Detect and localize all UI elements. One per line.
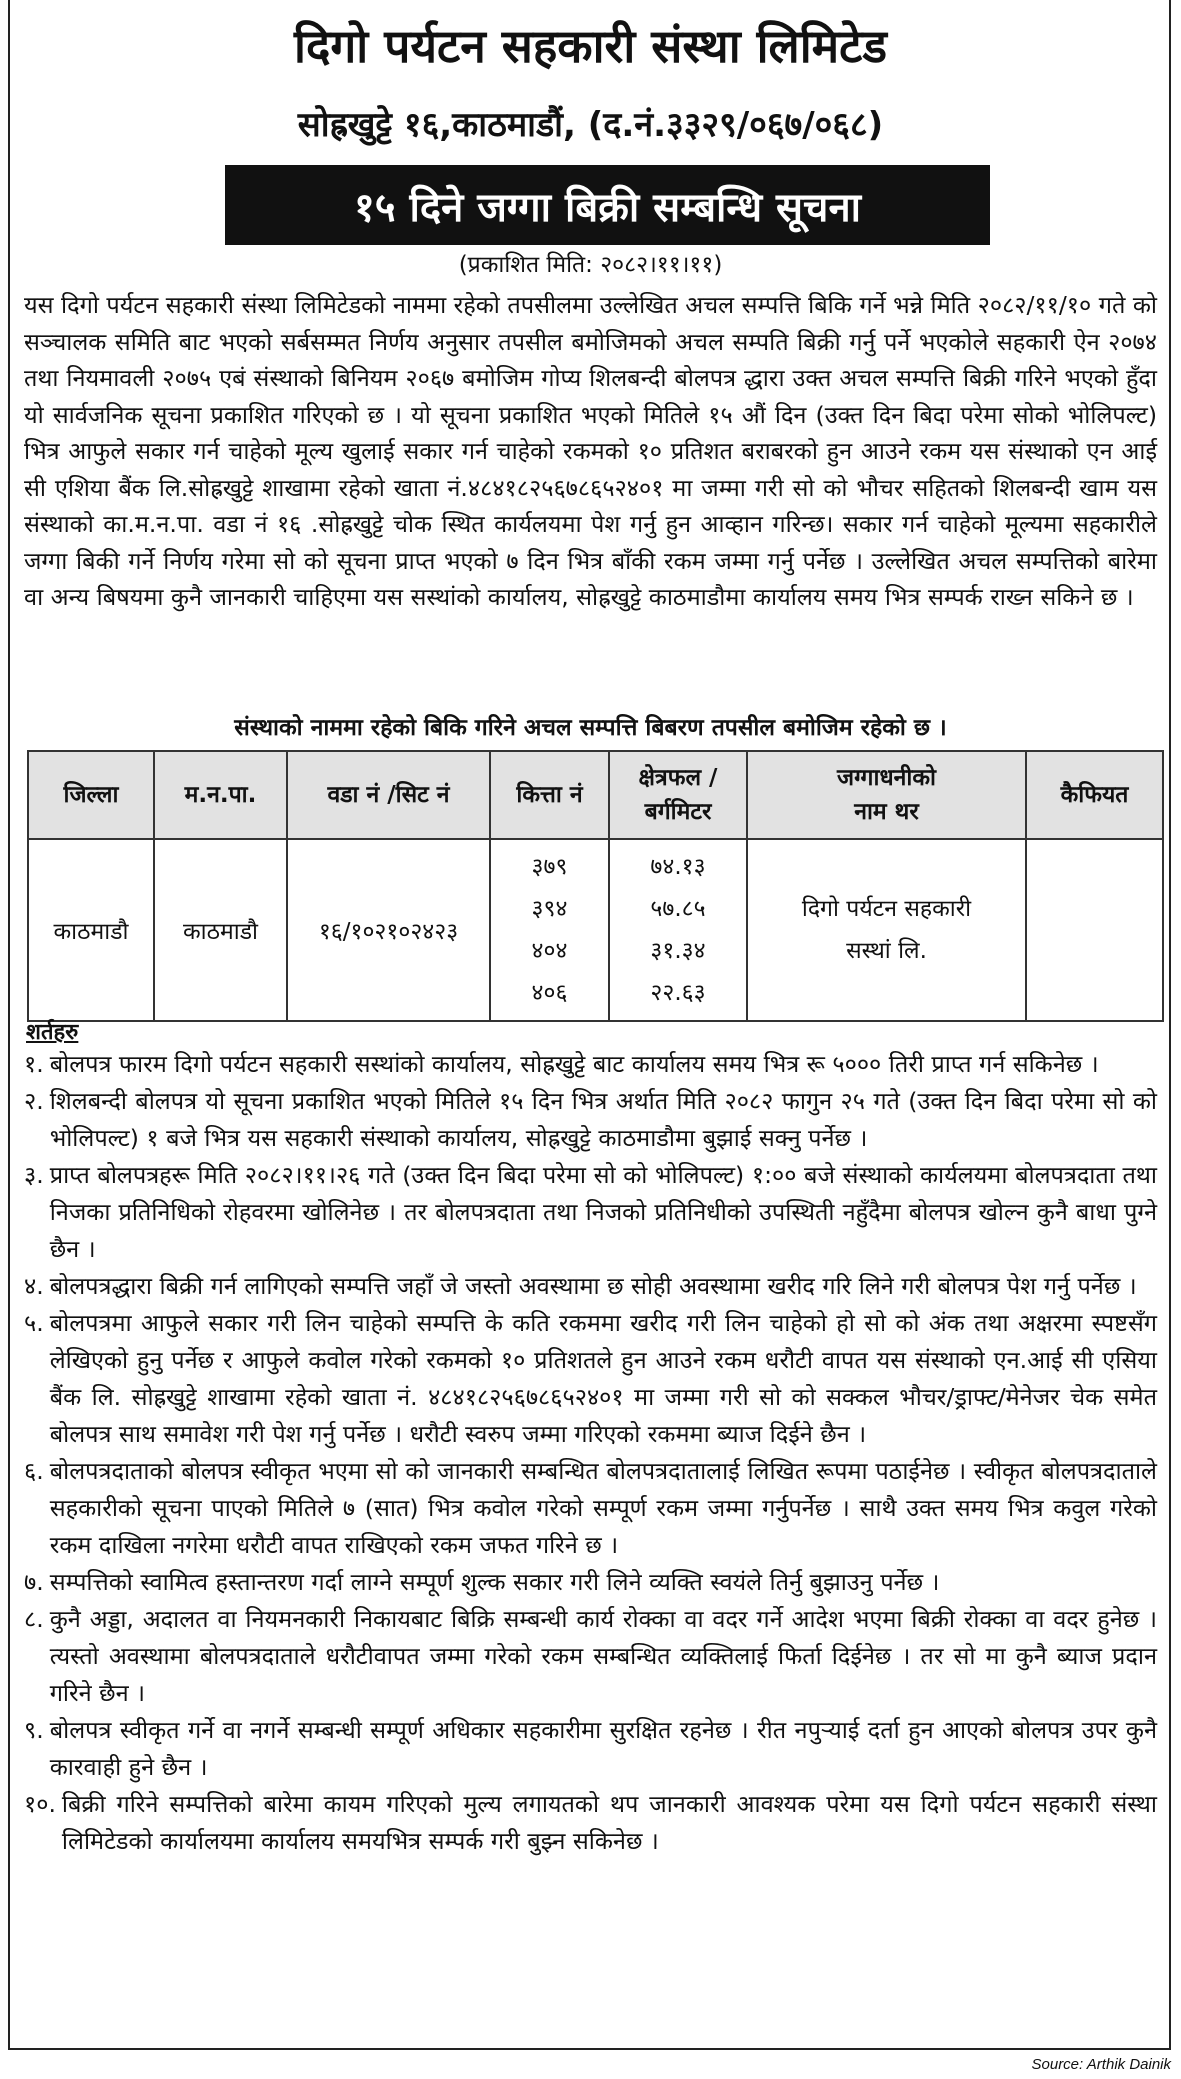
notice-banner: १५ दिने जग्गा बिक्री सम्बन्धि सूचना — [225, 165, 990, 245]
area-value: ५७.८५ — [650, 896, 706, 922]
term-item — [24, 1046, 1157, 1083]
organization-address: सोह्रखुट्टे १६,काठमाडौं, (द.नं.३३२९/०६७/०६८) — [297, 105, 884, 145]
term-item — [24, 1453, 1157, 1564]
term-text: बोलपत्रमा आफुले सकार गरी लिन चाहेको सम्पत्ति के कति रकममा खरीद गरी लिन चाहेको हो सो को अंक तथा अक्षरमा स्पष्टसँग लेखिएको हुनु पर्नेछ र आफुले कवोल गरेको रकमको १० प्रतिशतले हुन आउने रकम धरौटी वापत यस संस्थाको एन.आई सी एसिया बैंक लि. सोह्रखुट्टे शाखामा रहेको खाता नं. ४८४१८२५६७८६५२४०१ मा जम्मा गरी सो को सक्कल भौचर/ड्राफ्ट/मेनेजर चेक समेत बोलपत्र साथ समावेश गरी पेश गर्नु पर्नेछ । धरौटी स्वरुप जम्मा गरिएको रकममा ब्याज दिईने छैन । — [49, 1309, 1157, 1448]
header-owner-line1: जग्गाधनीको — [837, 765, 936, 791]
notice-body: यस दिगो पर्यटन सहकारी संस्था लिमिटेडको नाममा रहेको तपसीलमा उल्लेखित अचल सम्पत्ति बिकि गर्ने भन्ने मिति २०८२/११/१० गते को सञ्चालक समिति बाट भएको सर्बसम्मत निर्णय अनुसार तपसील बमोजिमको अचल सम्पति बिक्री गर्नु पर्ने भएकोले सहकारी ऐन २०७४ तथा नियमावली २०७५ एबं संस्थाको बिनियम २०६७ बमोजिम गोप्य शिलबन्दी बोलपत्र द्धारा उक्त अचल सम्पत्ति बिक्री गरिने भएको हुँदा यो सार्वजनिक सूचना प्रकाशित गरिएको छ । यो सूचना प्रकाशित भएको मितिले १५ औं दिन (उक्त दिन बिदा परेमा सोको भोलिपल्ट) भित्र आफुले सकार गर्न चाहेको मूल्य खुलाई सकार गर्न चाहेको रकमको १० प्रतिशत बराबरको हुन आउने रकम यस संस्थाको एन आई सी एशिया बैंक लि.सोह्रखुट्टे शाखामा रहेको खाता नं.४८४१८२५६७८६५२४०१ मा जम्मा गरी सो को भौचर सहितको शिलबन्दी खाम यस संस्थाको का.म.न.पा. वडा नं १६ .सोह्रखुट्टे चोक स्थित कार्यलयमा पेश गर्नु हुन आव्हान गरिन्छ। सकार गर्न चाहेको मूल्यमा सहकारीले जग्गा बिकी गर्ने निर्णय गरेमा सो को सूचना प्राप्त भएको ७ दिन भित्र बाँकी रकम जम्मा गर्नु पर्नेछ । उल्लेखित अचल सम्पत्तिको बारेमा वा अन्य बिषयमा कुनै जानकारी चाहिएमा यस सस्थांको कार्यालय, सोह्रखुट्टे काठमाडौमा कार्यालय समय भित्र सम्पर्क राख्न सकिने छ । — [24, 291, 1157, 611]
term-text: कुनै अड्डा, अदालत वा नियमनकारी निकायबाट बिक्रि सम्बन्धी कार्य रोक्का वा वदर गर्ने आदेश भएमा बिक्री रोक्का वा वदर हुनेछ । त्यस्तो अवस्थामा बोलपत्रदाताले धरौटीवापत जम्मा गरेको रकम सम्बन्धित व्यक्तिलाई फिर्ता दिईनेछ । तर सो मा कुनै ब्याज प्रदान गरिने छैन । — [49, 1605, 1157, 1707]
header-kitta: कित्ता नं — [490, 751, 609, 839]
term-item — [24, 1601, 1157, 1712]
source-credit: Source: Arthik Dainik — [1031, 2056, 1171, 2073]
header-district: जिल्ला — [28, 751, 154, 839]
term-text: बिक्री गरिने सम्पत्तिको बारेमा कायम गरिएको मुल्य लगायतको थप जानकारी आवश्यक परेमा यस दिगो पर्यटन सहकारी संस्था लिमिटेडको कार्यालयमा कार्यालय समयभित्र सम्पर्क गरी बुझ्न सकिनेछ । — [61, 1790, 1157, 1855]
kitta-value: ३९४ — [531, 896, 568, 922]
kitta-value: ४०६ — [531, 980, 568, 1006]
header-remarks: कैफियत — [1026, 751, 1163, 839]
owner-line1: दिगो पर्यटन सहकारी — [801, 896, 972, 922]
term-item — [24, 1564, 1157, 1601]
term-number: २. — [24, 1087, 44, 1115]
term-item — [24, 1083, 1157, 1157]
organization-title: दिगो पर्यटन सहकारी संस्था लिमिटेड — [294, 19, 887, 73]
term-number: ३. — [24, 1161, 44, 1189]
cell-kitta — [490, 839, 609, 1021]
area-value: ३१.३४ — [650, 938, 706, 964]
table-header-row — [28, 751, 1163, 839]
header-ward-sheet: वडा नं /सिट नं — [287, 751, 490, 839]
header-owner — [747, 751, 1026, 839]
term-text: शिलबन्दी बोलपत्र यो सूचना प्रकाशित भएको मितिले १५ दिन भित्र अर्थात मिति २०८२ फागुन २५ गते (उक्त दिन बिदा परेमा सो को भोलिपल्ट) १ बजे भित्र यस सहकारी संस्थाको कार्यालय, सोह्रखुट्टे काठमाडौमा बुझाई सक्नु पर्नेछ । — [49, 1087, 1157, 1152]
header-area-line2: बर्गमिटर — [644, 799, 712, 825]
kitta-value: ३७९ — [531, 854, 568, 880]
term-number: ९. — [24, 1716, 44, 1744]
cell-district: काठमाडौ — [28, 839, 154, 1021]
published-date: (प्रकाशित मिति: २०८२।११।११) — [458, 252, 723, 278]
cell-municipality: काठमाडौ — [154, 839, 287, 1021]
term-text: बोलपत्र फारम दिगो पर्यटन सहकारी सस्थांको कार्यालय, सोह्रखुट्टे बाट कार्यालय समय भित्र रू ५००० तिरी प्राप्त गर्न सकिनेछ । — [49, 1050, 1099, 1078]
header-municipality: म.न.पा. — [154, 751, 287, 839]
term-text: बोलपत्रदाताको बोलपत्र स्वीकृत भएमा सो को जानकारी सम्बन्धित बोलपत्रदातालाई लिखित रूपमा पठाईनेछ । स्वीकृत बोलपत्रदाताले सहकारीको सूचना पाएको मितिले ७ (सात) भित्र कवोल गरेको सम्पूर्ण रकम जम्मा गर्नुपर्नेछ । साथै उक्त समय भित्र कवुल गरेको रकम दाखिला नगरेमा धरौटी वापत राखिएको रकम जफत गरिने छ । — [49, 1457, 1157, 1559]
area-value: ७४.१३ — [650, 854, 706, 880]
area-value: २२.६३ — [650, 980, 706, 1006]
cell-area — [609, 839, 747, 1021]
cell-ward-sheet: १६/१०२१०२४२३ — [287, 839, 490, 1021]
cell-remarks — [1026, 839, 1163, 1021]
term-number: ८. — [24, 1605, 44, 1633]
term-number: ५. — [24, 1309, 44, 1337]
kitta-value: ४०४ — [531, 938, 568, 964]
term-number: १०. — [24, 1790, 56, 1818]
term-item — [24, 1786, 1157, 1860]
owner-line2: सस्थां लि. — [846, 938, 927, 964]
term-item — [24, 1157, 1157, 1268]
term-item — [24, 1305, 1157, 1453]
term-number: १. — [24, 1050, 44, 1078]
term-text: बोलपत्रद्धारा बिक्री गर्न लागिएको सम्पत्ति जहाँ जे जस्तो अवस्थामा छ सोही अवस्थामा खरीद गरि लिने गरी बोलपत्र पेश गर्नु पर्नेछ । — [49, 1272, 1137, 1300]
term-item — [24, 1268, 1157, 1305]
table-row — [28, 839, 1163, 1021]
term-text: सम्पत्तिको स्वामित्व हस्तान्तरण गर्दा लाग्ने सम्पूर्ण शुल्क सकार गरी लिने व्यक्ति स्वयंले तिर्नु बुझाउनु पर्नेछ । — [49, 1568, 940, 1596]
table-caption: संस्थाको नाममा रहेको बिकि गरिने अचल सम्पत्ति बिबरण तपसील बमोजिम रहेको छ । — [234, 715, 947, 741]
term-number: ७. — [24, 1568, 44, 1596]
term-item — [24, 1712, 1157, 1786]
property-table — [27, 750, 1164, 1022]
header-owner-line2: नाम थर — [854, 799, 919, 825]
term-text: बोलपत्र स्वीकृत गर्ने वा नगर्ने सम्बन्धी सम्पूर्ण अधिकार सहकारीमा सुरक्षित रहनेछ । रीत नपुर्‍याई दर्ता हुन आएको बोलपत्र उपर कुनै कारवाही हुने छैन । — [49, 1716, 1157, 1781]
terms-list — [24, 1046, 1157, 1860]
term-number: ४. — [24, 1272, 44, 1300]
header-area-line1: क्षेत्रफल / — [638, 765, 718, 791]
terms-heading: शर्तहरु — [26, 1020, 79, 1045]
header-area — [609, 751, 747, 839]
term-text: प्राप्त बोलपत्रहरू मिति २०८२।११।२६ गते (उक्त दिन बिदा परेमा सो को भोलिपल्ट) १:०० बजे संस्थाको कार्यलयमा बोलपत्रदाता तथा निजका प्रतिनिधिको रोहवरमा खोलिनेछ । तर बोलपत्रदाता तथा निजको प्रतिनिधीको उपस्थिती नहुँदैमा बोलपत्र खोल्न कुनै बाधा पुग्ने छैन । — [49, 1161, 1157, 1263]
cell-owner — [747, 839, 1026, 1021]
term-number: ६. — [24, 1457, 44, 1485]
